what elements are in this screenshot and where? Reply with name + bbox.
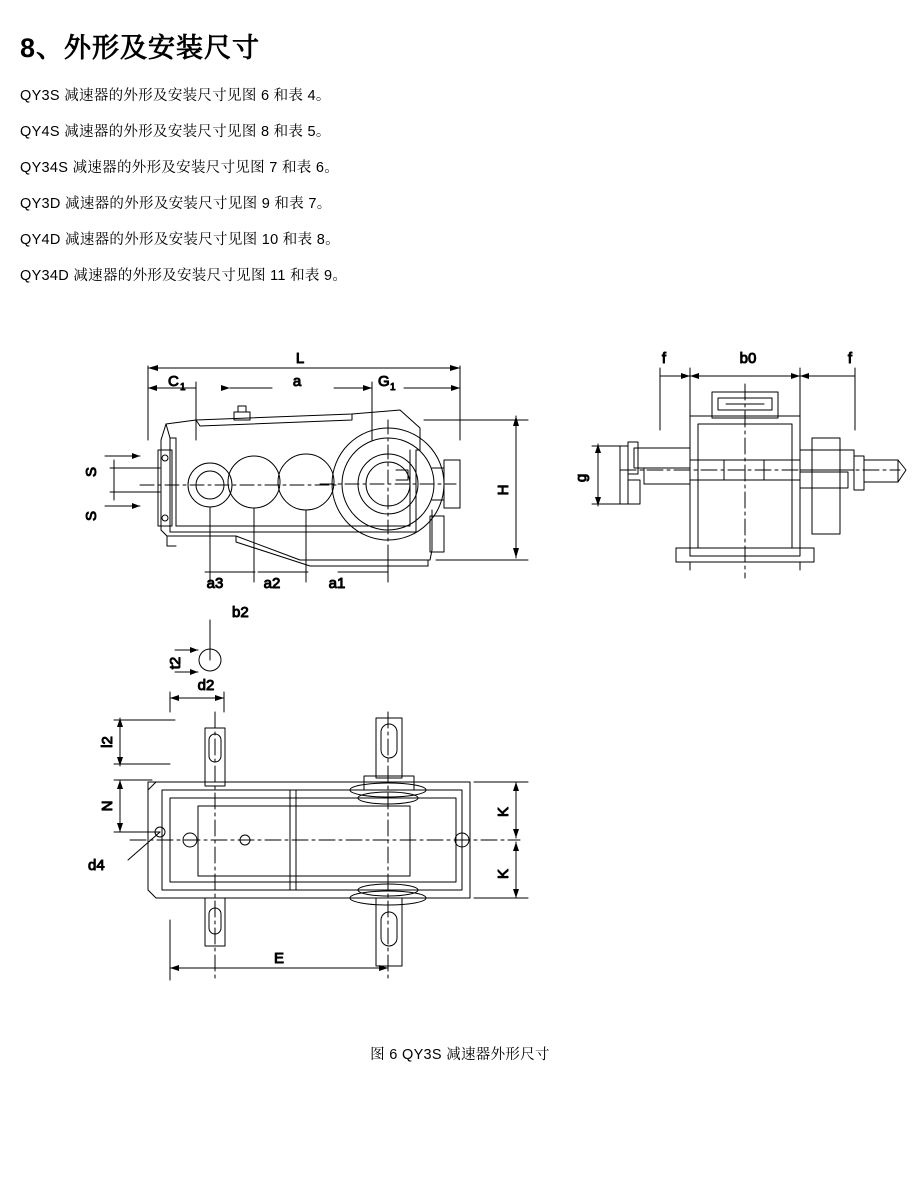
label-a2: a2 <box>263 575 281 592</box>
label-K-upper: K <box>495 806 512 818</box>
technical-drawing <box>0 320 920 1020</box>
label-b2: b2 <box>232 604 249 621</box>
top-view-group <box>114 620 528 980</box>
paragraph-qy3d: QY3D 减速器的外形及安装尺寸见图 9 和表 7。 <box>20 196 332 212</box>
figure-caption: 图 6 QY3S 减速器外形尺寸 <box>370 1047 550 1063</box>
paragraph-qy4d: QY4D 减速器的外形及安装尺寸见图 10 和表 8。 <box>20 232 340 248</box>
label-S-lower: S <box>83 510 100 522</box>
page-title: 8、外形及安装尺寸 <box>20 33 261 63</box>
label-H: H <box>495 484 512 496</box>
paragraph-qy34s: QY34S 减速器的外形及安装尺寸见图 7 和表 6。 <box>20 160 340 176</box>
label-a3: a3 <box>206 575 224 592</box>
label-C1-sub: 1 <box>180 382 186 393</box>
label-l2: l2 <box>99 736 116 748</box>
label-t2: t2 <box>167 656 184 670</box>
paragraph-qy4s: QY4S 减速器的外形及安装尺寸见图 8 和表 5。 <box>20 124 331 140</box>
label-G1-sub: 1 <box>390 382 396 393</box>
label-E: E <box>273 950 285 967</box>
label-K-lower: K <box>495 868 512 880</box>
label-f-left: f <box>661 350 667 367</box>
label-C1: C <box>168 373 179 390</box>
label-N: N <box>99 800 116 812</box>
side-view-group <box>592 368 906 578</box>
label-L: L <box>295 350 305 367</box>
label-a: a <box>292 373 302 390</box>
label-a1: a1 <box>328 575 346 592</box>
front-view-group <box>105 365 528 582</box>
label-S-upper: S <box>83 466 100 478</box>
paragraph-qy3s: QY3S 减速器的外形及安装尺寸见图 6 和表 4。 <box>20 88 331 104</box>
paragraph-qy34d: QY34D 减速器的外形及安装尺寸见图 11 和表 9。 <box>20 268 348 284</box>
label-G1: G <box>378 373 390 390</box>
label-d2: d2 <box>197 677 215 694</box>
label-f-right: f <box>847 350 853 367</box>
label-b0: b0 <box>739 350 757 367</box>
label-g: g <box>573 473 590 483</box>
label-d4: d4 <box>88 857 105 874</box>
